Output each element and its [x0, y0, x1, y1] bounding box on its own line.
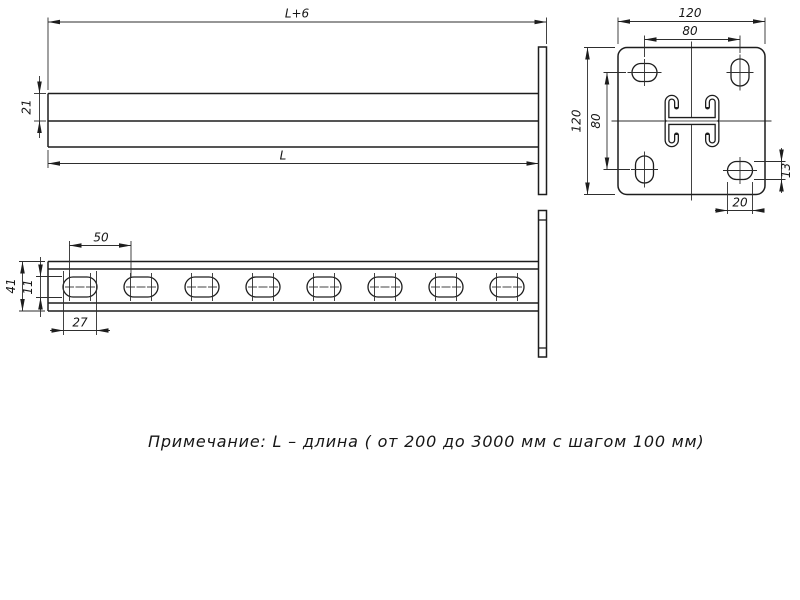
dim-plate-height-label: 120 [569, 109, 584, 133]
mounting-hole-top-left [628, 59, 662, 86]
dim-hole-spacing-horizontal-label: 80 [682, 24, 698, 38]
dim-hole-width [754, 148, 793, 193]
slot-hole [63, 273, 97, 301]
mounting-hole-bottom-left [631, 152, 658, 188]
dim-overall-length [48, 7, 547, 91]
dim-hole-length-label: 20 [732, 195, 748, 210]
dim-slot-width-label: 11 [21, 279, 35, 295]
dim-plate-width-label: 120 [678, 6, 702, 20]
slot-holes [63, 273, 524, 301]
plate-view [570, 6, 794, 214]
mounting-hole-bottom-right [723, 157, 757, 184]
strut-cross-section [667, 97, 717, 145]
dim-slot-length-label: 27 [72, 315, 88, 330]
note-text: Примечание: L – длина ( от 200 до 3000 мм с шагом 100 мм) [148, 432, 705, 451]
dim-slot-pitch [70, 231, 132, 278]
mounting-hole-top-right [727, 55, 754, 91]
dim-slot-pitch-label: 50 [93, 230, 109, 245]
dim-profile-height-label: 21 [19, 99, 34, 115]
dim-hole-spacing-vertical-label: 80 [589, 113, 603, 129]
front-view [4, 211, 547, 358]
dim-overall-length-label: L+6 [284, 6, 310, 21]
dim-profile-height [20, 76, 47, 138]
side-view [20, 7, 547, 195]
dim-hole-spacing-horizontal [645, 24, 741, 57]
dim-height-label: 41 [4, 278, 18, 294]
dim-hole-width-label: 13 [779, 162, 793, 179]
slot-hole [368, 273, 402, 301]
dim-hole-length [715, 182, 764, 214]
dim-slot-width [21, 257, 62, 317]
flange-plate-edge-front [539, 211, 547, 358]
dim-length [48, 149, 539, 169]
slot-hole [490, 273, 524, 301]
slot-hole [124, 273, 158, 301]
slot-hole [185, 273, 219, 301]
flange-plate-edge-side [539, 47, 547, 195]
slot-hole [429, 273, 463, 301]
slot-hole [307, 273, 341, 301]
dim-length-label: L [279, 148, 287, 163]
strut-body-front [48, 262, 539, 312]
slot-hole [246, 273, 280, 301]
strut-body-side [48, 94, 539, 148]
